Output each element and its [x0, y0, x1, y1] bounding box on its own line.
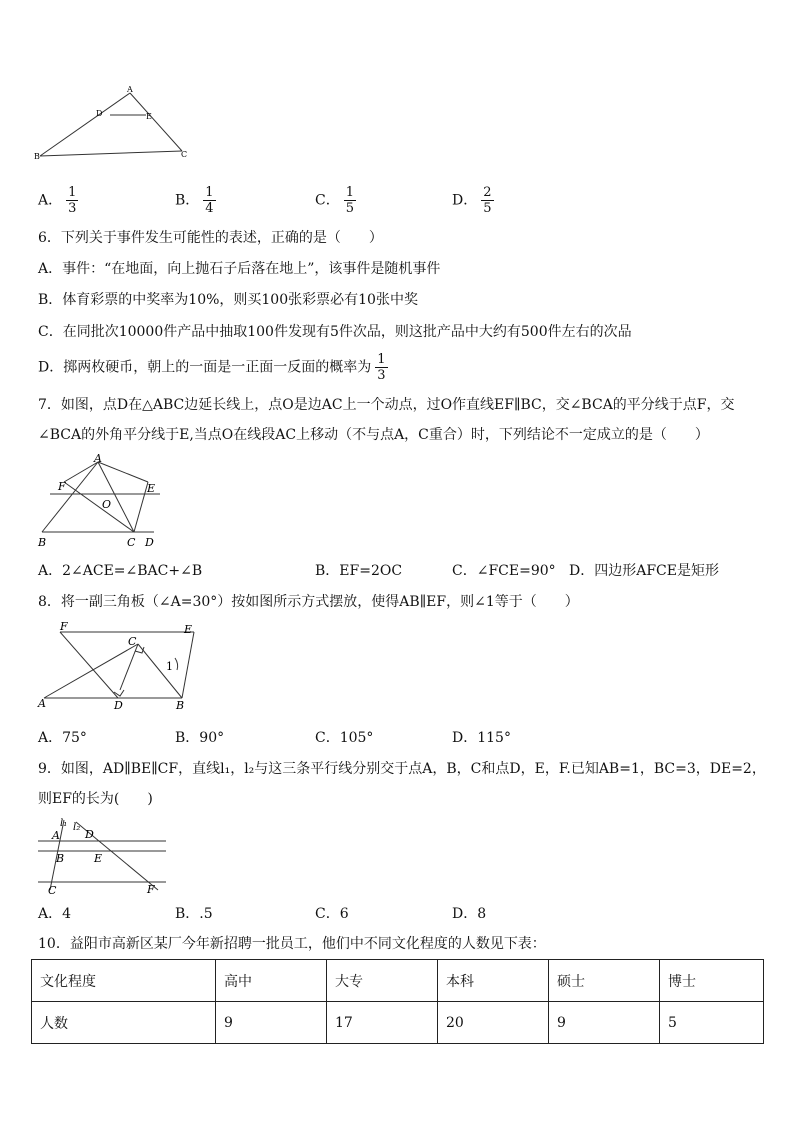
q8-option-a: A．75°	[38, 730, 87, 746]
q9-figure	[34, 814, 174, 896]
label-c: C	[128, 635, 137, 648]
q8-option-d: D．115°	[452, 730, 511, 746]
q9-option-d: D．8	[452, 906, 487, 922]
table-cell: 大专	[327, 960, 438, 1002]
table-cell: 博士	[660, 960, 764, 1002]
q7-option-d: D．四边形AFCE是矩形	[569, 563, 719, 579]
q9-stem-line2: 则EF的长为( )	[38, 791, 153, 807]
label-e: E	[94, 852, 103, 865]
q7-option-a: A．2∠ACE=∠BAC+∠B	[38, 563, 203, 579]
table-cell: 17	[327, 1002, 438, 1044]
label-a: A	[127, 85, 133, 94]
label-a: A	[38, 697, 46, 710]
q5-option-d: D． $\frac{2}{5}$	[452, 185, 492, 216]
label-f: F	[147, 883, 155, 896]
q7-stem-line1: 7．如图，点D在△ABC边延长线上，点O是边AC上一个动点，过O作直线EF∥BC，交∠BCA的平分线于点F，交	[38, 397, 735, 413]
label-c: C	[181, 150, 188, 159]
table-cell: 高中	[216, 960, 327, 1002]
q6-stem: 6．下列关于事件发生可能性的表述，正确的是（ ）	[38, 230, 383, 246]
label-f: F	[60, 620, 68, 633]
label-l1: l₁	[60, 818, 68, 829]
label-a: A	[52, 829, 60, 842]
q9-option-a: A．4	[38, 906, 72, 922]
label-l2: l₂	[73, 822, 81, 833]
triangle-ade-figure	[34, 84, 194, 164]
q6-option-c: C．在同批次10000件产品中抽取100件发现有5件次品，则这批产品中大约有500件左右的次品	[38, 324, 632, 340]
label-d: D	[96, 109, 103, 118]
q5-option-c: C． $\frac{1}{5}$	[315, 185, 354, 216]
table-cell: 9	[549, 1002, 660, 1044]
q7-option-c: C．∠FCE=90°	[452, 563, 556, 579]
table-cell: 硕士	[549, 960, 660, 1002]
q7-figure	[34, 452, 164, 550]
q6-option-b: B．体育彩票的中奖率为10%，则买100张彩票必有10张中奖	[38, 292, 418, 308]
table-cell: 9	[216, 1002, 327, 1044]
label-e: E	[146, 112, 152, 121]
label-d: D	[85, 828, 94, 841]
label-f: F	[58, 480, 66, 493]
q8-option-c: C．105°	[315, 730, 374, 746]
table-cell: 人数	[32, 1002, 216, 1044]
q7-option-b: B．EF=2OC	[315, 563, 403, 579]
q6-option-a: A．事件：“在地面，向上抛石子后落在地上”，该事件是随机事件	[38, 261, 441, 277]
table-cell: 20	[438, 1002, 549, 1044]
q5-option-a: A． $\frac{1}{3}$	[38, 185, 77, 216]
table-header-row	[32, 960, 764, 1002]
label-b: B	[38, 536, 47, 549]
q7-stem-line2: ∠BCA的外角平分线于E,当点O在线段AC上移动（不与点A，C重合）时，下列结论不一定成立的是（ ）	[38, 427, 709, 443]
table-row	[32, 1002, 764, 1044]
q6-option-d: D．掷两枚硬币，朝上的一面是一正面一反面的概率为 $\frac{1}{3}$	[38, 352, 386, 383]
q8-figure	[34, 618, 204, 714]
label-d: D	[145, 536, 154, 549]
label-b: B	[56, 852, 65, 865]
label-e: E	[147, 482, 156, 495]
label-c: C	[127, 536, 136, 549]
label-o: O	[102, 498, 112, 511]
label-b: B	[176, 699, 185, 712]
label-d: D	[114, 699, 123, 712]
q8-option-b: B．90°	[175, 730, 225, 746]
q10-stem: 10．益阳市高新区某厂今年新招聘一批员工，他们中不同文化程度的人数见下表：	[38, 936, 546, 952]
label-b: B	[34, 152, 40, 161]
q9-stem-line1: 9．如图，AD∥BE∥CF，直线l₁，l₂与这三条平行线分别交于点A，B，C和点D，E，F.已知AB=1，BC=3，DE=2，	[38, 761, 766, 777]
label-e: E	[184, 623, 193, 636]
education-table	[31, 959, 764, 1044]
label-angle-1: 1	[166, 660, 173, 673]
q8-stem: 8．将一副三角板（∠A=30°）按如图所示方式摆放，使得AB∥EF，则∠1等于（ ）	[38, 594, 579, 610]
table-cell: 5	[660, 1002, 764, 1044]
label-a: A	[94, 452, 102, 465]
table-cell: 文化程度	[32, 960, 216, 1002]
q9-option-b: B．.5	[175, 906, 213, 922]
table-cell: 本科	[438, 960, 549, 1002]
q5-option-b: B． $\frac{1}{4}$	[175, 185, 214, 216]
label-c: C	[48, 884, 57, 896]
q9-option-c: C．6	[315, 906, 349, 922]
